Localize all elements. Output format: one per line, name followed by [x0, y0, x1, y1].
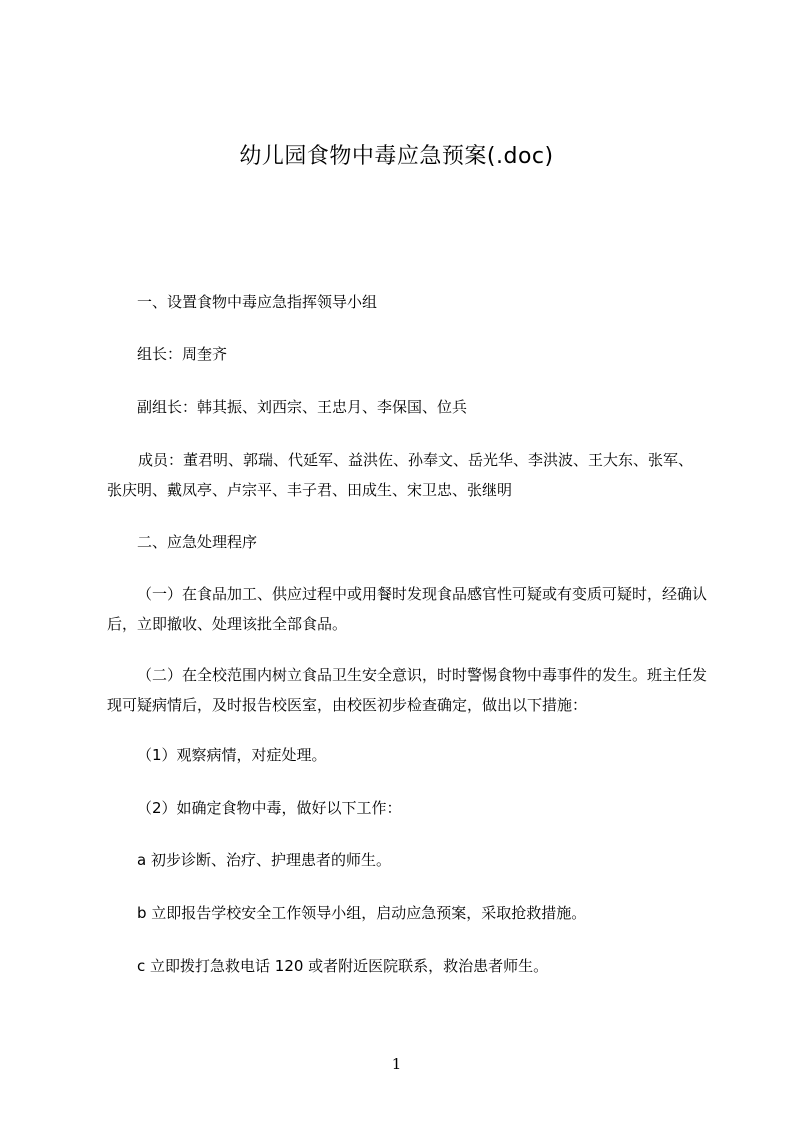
paragraph-team-leader: 组长：周奎齐 [137, 345, 228, 363]
paragraph-members: 成员：董君明、郭瑞、代延军、益洪佐、孙奉文、岳光华、李洪波、王大东、张军、张庆明、戴凤亭、卢宗平、丰子君、田成生、宋卫忠、张继明 [107, 451, 694, 499]
paragraph-step-2: （2）如确定食物中毒，做好以下工作： [137, 799, 402, 817]
section-heading-2: 二、应急处理程序 [137, 533, 258, 551]
paragraph-deputy-leaders: 副组长：韩其振、刘西宗、王忠月、李保国、位兵 [137, 398, 468, 416]
paragraph-step-1: （1）观察病情，对症处理。 [137, 746, 327, 764]
paragraph-procedure-2: （二）在全校范围内树立食品卫生安全意识，时时警惕食物中毒事件的发生。班主任发现可疑病情后，及时报告校医室，由校医初步检查确定，做出以下措施： [107, 666, 708, 714]
paragraph-item-c: c 立即拨打急救电话 120 或者附近医院联系，救治患者师生。 [137, 957, 549, 975]
paragraph-procedure-1: （一）在食品加工、供应过程中或用餐时发现食品感官性可疑或有变质可疑时，经确认后，立即撤收、处理该批全部食品。 [107, 585, 708, 633]
paragraph-item-b: b 立即报告学校安全工作领导小组，启动应急预案，采取抢救措施。 [137, 904, 587, 922]
document-title: 幼儿园食物中毒应急预案(.doc) [239, 144, 554, 169]
page-number: 1 [391, 1055, 402, 1073]
section-heading-1: 一、设置食物中毒应急指挥领导小组 [137, 293, 378, 311]
paragraph-item-a: a 初步诊断、治疗、护理患者的师生。 [137, 851, 391, 869]
